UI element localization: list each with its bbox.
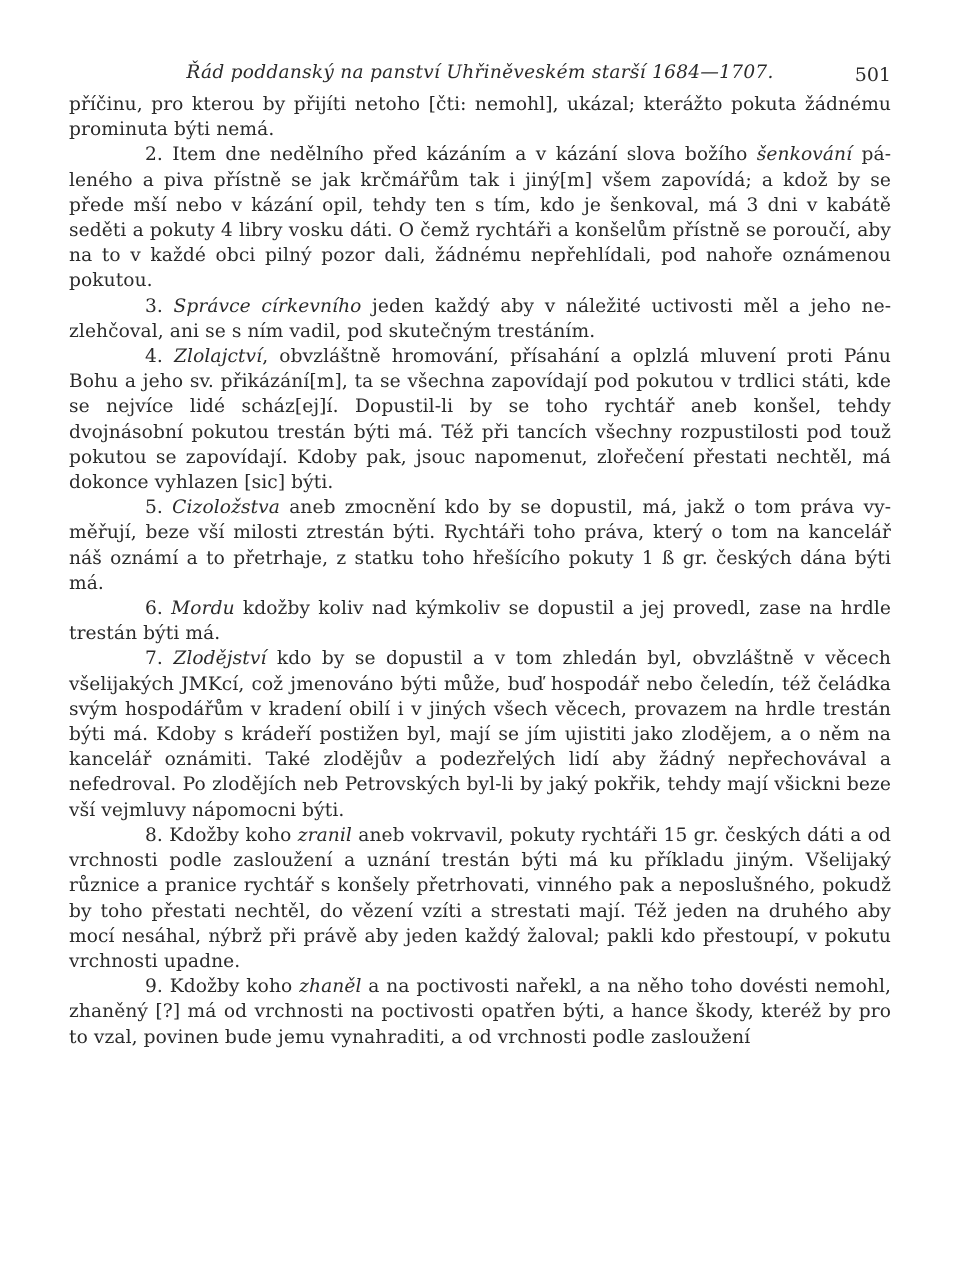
italic-term: zhaněl [299, 976, 362, 998]
text-run: příčinu, pro kterou by přijíti netoho [čti: nemohl], ukázal; kterážto pokuta žádnému prominuta býti nemá. [69, 94, 891, 141]
text-run: 9. Kdožby koho [145, 976, 300, 998]
text-run: kdo by se dopustil a v tom zhledán byl, obvzláštně v věcech všelijakých JMKcí, což jmenováno býti může, buď hospodář nebo čeledín, též čeládka svým hospodářům v kradení obilí i v jiných všech věcech, provazem na hrdle trestán býti má. Kdoby s krádeří postižen byl, mají se jím ujistiti jako zlodějem, a o něm na kancelář oznámiti. Také zlodějův a podezřelých lidí aby žádný nepřechovával a nefedroval. Po zlodějích neb Petrovských byl-li by jaký pokřik, tehdy mají všickni beze vší vejmluvy nápomocni býti. [69, 648, 892, 821]
text-run: aneb vokrvavil, pokuty rychtáři 15 gr. českých dáti a od vrchnosti podle zasloužení a uznání trestán býti má ku příkladu jiným. Všelijaký různice a pranice rychtář s konšely přetrhovati, vinného pak a neposlušného, pokudž by toho přestati nechtěl, do vězení vzíti a strestati mají. Též jeden na druhého aby mocí nesáhal, nýbrž při právě aby jeden každý žaloval; pakli kdo přestoupí, v pokutu vrchnosti upadne. [69, 824, 891, 972]
text-run: 2. Item dne nedělního před kázáním a v kázání slova božího [145, 144, 757, 166]
paragraph [69, 596, 891, 646]
text-run: 7. [145, 648, 174, 670]
paragraph [69, 92, 891, 142]
text-run: 4. [145, 346, 174, 368]
text-run: , obvzláštně hromování, přísahání a oplzlá mluvení proti Pánu Bohu a jeho sv. přikázání[m], ta se všechna zapovídají pod pokutou v trdlici státi, kde se nejvíce lidé scház[ej]í. Dopustil-li by se toho rychtář aneb konšel, tehdy dvojnásobní pokutou trestán býti má. Též při tancích všechny rozpustilosti pod touž pokutou se zapovídají. Kdoby pak, jsouc napomenut, zlořečení přestati nechtěl, má dokonce vyhlazen [sic] býti. [69, 346, 891, 494]
italic-term: Správce církevního [173, 295, 362, 317]
italic-term: Mordu [171, 598, 235, 620]
text-run: aneb zmocnění kdo by se dopustil, má, jakž o tom práva vyměřují, beze vší milosti ztrestán býti. Rychtáři toho práva, který o tom na kancelář náš oznámí a to přetrhaje, z statku toho hřešícího pokuty 1 ß gr. českých dána býti má. [69, 497, 892, 594]
paragraph [69, 344, 891, 495]
text-run: jeden každý aby v náležité uctivosti měl a jeho nezlehčoval, ani se s ním vadil, pod skutečným trestáním. [69, 295, 891, 342]
running-title: Řád poddanský na panství Uhřiněveském starší 1684—1707. [186, 62, 774, 83]
paragraph [69, 646, 891, 822]
paragraph [69, 823, 891, 974]
italic-term: Zlolajctví [174, 346, 263, 368]
text-run: páleného a piva přístně se jak krčmářům tak i jiný[m] všem zapovídá; a kdož by se přede mší nebo v kázání opil, tehdy ten s tím, kdo je šenkoval, má 3 dni v kabátě seděti a pokuty 4 libry vosku dáti. O čemž rychtáři a konšelům přístně se poroučí, aby na to v každé obci pilný pozor dali, žádnému nepřehlídali, pod nahoře oznámenou pokutou. [69, 144, 891, 292]
running-header [69, 58, 891, 92]
paragraph [69, 495, 891, 596]
document-page [69, 58, 891, 1050]
page-number: 501 [854, 64, 891, 86]
italic-term: Cizoložstva [172, 497, 280, 519]
italic-term: Zlodějství [173, 648, 267, 670]
italic-term: šenkování [756, 144, 853, 166]
text-run: kdožby koliv nad kýmkoliv se dopustil a jej provedl, zase na hrdle trestán býti má. [69, 598, 892, 645]
paragraph [69, 142, 891, 293]
text-run: 5. [145, 497, 173, 519]
text-run: 8. Kdožby koho [145, 824, 298, 846]
text-run: a na poctivosti nařekl, a na něho toho dovésti nemohl, zhaněný [?] má od vrchnosti na poctivosti opatřen býti, a hance škody, kteréž by pro to vzal, povinen bude jemu vynahraditi, a od vrchnosti podle zasloužení [69, 976, 892, 1048]
paragraph [69, 294, 891, 344]
body-text [69, 92, 891, 1050]
text-run: 6. [145, 598, 172, 620]
paragraph [69, 974, 891, 1050]
italic-term: zranil [297, 824, 352, 846]
text-run: 3. [145, 295, 174, 317]
